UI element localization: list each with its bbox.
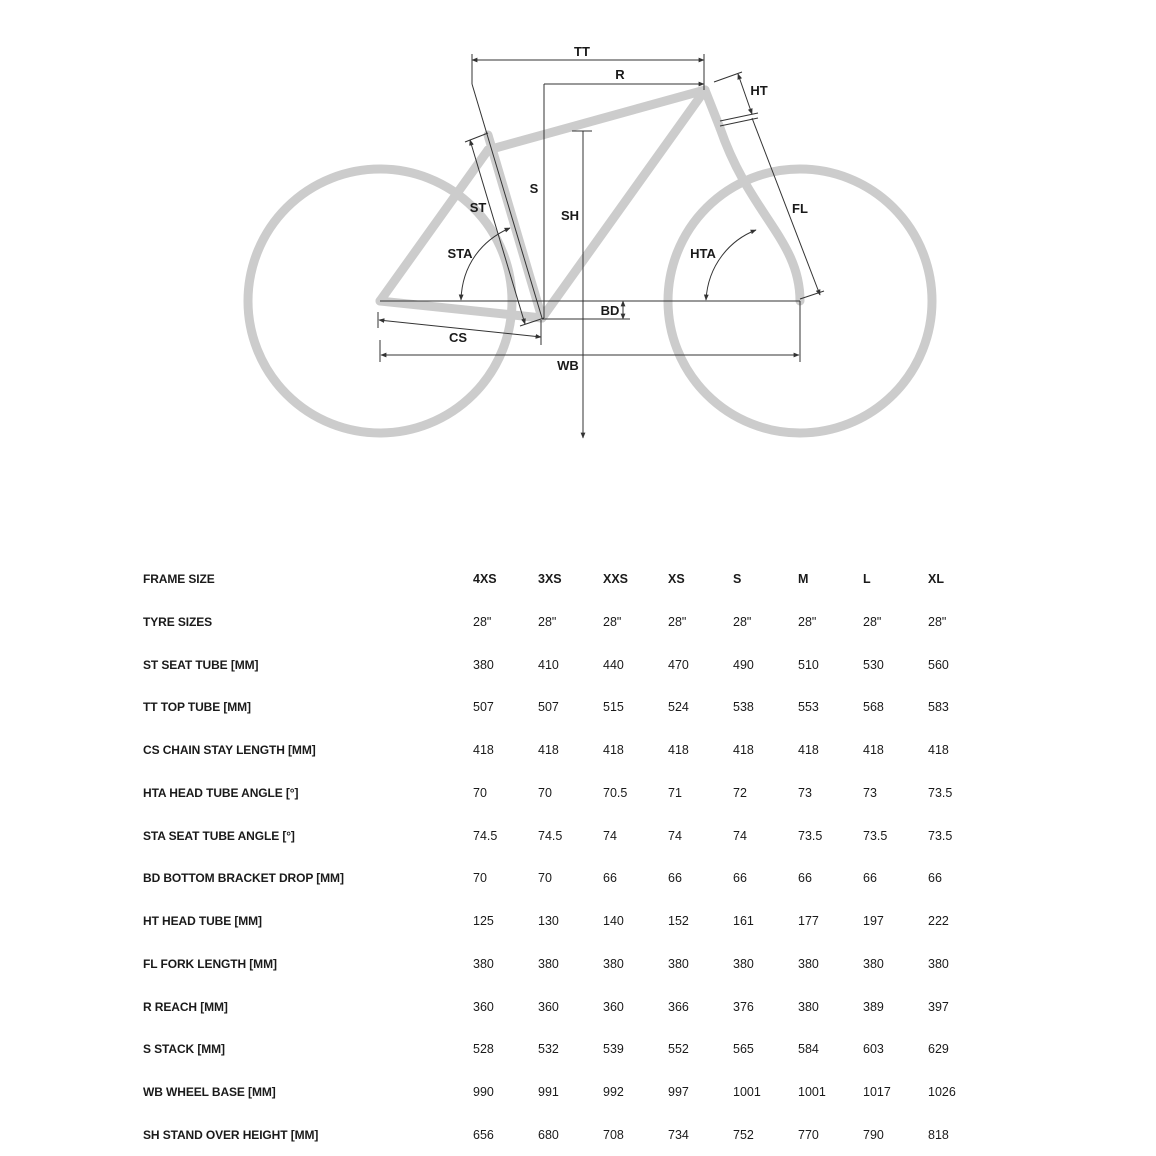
table-cell: 990 [473,1085,494,1099]
row-label: BD BOTTOM BRACKET DROP [MM] [143,871,344,885]
table-row [0,997,1156,1017]
table-row [0,1082,1156,1102]
label-st: ST [469,200,487,215]
table-cell: 28" [603,615,622,629]
table-cell: 418 [733,743,754,757]
table-cell: 528 [473,1042,494,1056]
table-row [0,783,1156,803]
table-cell: 418 [538,743,559,757]
size-header: XXS [603,572,629,586]
label-fl: FL [792,201,808,216]
table-row [0,740,1156,760]
size-header: XS [668,572,685,586]
label-bd: BD [600,303,620,318]
row-label: R REACH [MM] [143,1000,228,1014]
label-ht: HT [750,83,768,98]
row-label: HTA HEAD TUBE ANGLE [°] [143,786,299,800]
table-cell: 376 [733,1000,754,1014]
row-label: WB WHEEL BASE [MM] [143,1085,276,1099]
label-sh: SH [560,208,580,223]
table-cell: 410 [538,658,559,672]
table-cell: 71 [668,786,682,800]
table-cell: 28" [538,615,557,629]
table-cell: 734 [668,1128,689,1142]
row-label: STA SEAT TUBE ANGLE [°] [143,829,295,843]
table-cell: 790 [863,1128,884,1142]
table-cell: 397 [928,1000,949,1014]
table-row [0,868,1156,888]
table-cell: 583 [928,700,949,714]
table-cell: 222 [928,914,949,928]
table-cell: 360 [473,1000,494,1014]
table-cell: 66 [863,871,877,885]
table-row [0,954,1156,974]
table-cell: 74 [733,829,747,843]
bike-frame [380,90,800,318]
table-cell: 507 [538,700,559,714]
table-cell: 680 [538,1128,559,1142]
table-cell: 380 [928,957,949,971]
table-cell: 997 [668,1085,689,1099]
label-hta: HTA [690,246,716,261]
table-cell: 28" [928,615,947,629]
frame-size-label: FRAME SIZE [143,572,215,586]
table-cell: 380 [473,658,494,672]
table-cell: 66 [733,871,747,885]
table-cell: 73 [863,786,877,800]
table-cell: 73.5 [798,829,823,843]
table-cell: 177 [798,914,819,928]
table-cell: 70 [538,871,552,885]
table-cell: 992 [603,1085,624,1099]
table-cell: 552 [668,1042,689,1056]
table-cell: 130 [538,914,559,928]
table-cell: 360 [538,1000,559,1014]
table-cell: 380 [538,957,559,971]
table-cell: 380 [733,957,754,971]
row-label: ST SEAT TUBE [MM] [143,658,259,672]
table-cell: 66 [603,871,617,885]
table-cell: 752 [733,1128,754,1142]
table-cell: 708 [603,1128,624,1142]
table-cell: 1026 [928,1085,956,1099]
table-cell: 66 [798,871,812,885]
row-label: TT TOP TUBE [MM] [143,700,251,714]
table-cell: 603 [863,1042,884,1056]
table-cell: 28" [668,615,687,629]
table-cell: 72 [733,786,747,800]
table-row [0,826,1156,846]
table-cell: 380 [863,957,884,971]
table-cell: 490 [733,658,754,672]
table-cell: 197 [863,914,884,928]
row-label: HT HEAD TUBE [MM] [143,914,262,928]
table-cell: 380 [798,957,819,971]
table-cell: 74 [603,829,617,843]
table-cell: 66 [928,871,942,885]
table-cell: 565 [733,1042,754,1056]
table-cell: 360 [603,1000,624,1014]
table-row [0,612,1156,632]
table-cell: 524 [668,700,689,714]
table-cell: 568 [863,700,884,714]
table-cell: 418 [863,743,884,757]
table-cell: 70.5 [603,786,628,800]
table-cell: 440 [603,658,624,672]
table-cell: 380 [668,957,689,971]
table-cell: 418 [603,743,624,757]
label-sta: STA [447,246,473,261]
row-label: FL FORK LENGTH [MM] [143,957,277,971]
table-cell: 515 [603,700,624,714]
table-cell: 629 [928,1042,949,1056]
table-cell: 73.5 [928,786,953,800]
table-cell: 380 [798,1000,819,1014]
table-cell: 560 [928,658,949,672]
table-cell: 161 [733,914,754,928]
table-cell: 1017 [863,1085,891,1099]
table-row [0,911,1156,931]
bike-geometry-diagram [0,0,1156,470]
table-cell: 125 [473,914,494,928]
table-row [0,655,1156,675]
row-label: SH STAND OVER HEIGHT [MM] [143,1128,319,1142]
size-header: 4XS [473,572,497,586]
table-cell: 507 [473,700,494,714]
table-cell: 1001 [798,1085,826,1099]
table-cell: 418 [928,743,949,757]
label-tt: TT [574,44,590,59]
table-cell: 530 [863,658,884,672]
row-label: S STACK [MM] [143,1042,225,1056]
table-cell: 66 [668,871,682,885]
table-cell: 470 [668,658,689,672]
size-header: XL [928,572,944,586]
table-cell: 584 [798,1042,819,1056]
table-cell: 380 [473,957,494,971]
table-cell: 74 [668,829,682,843]
table-cell: 656 [473,1128,494,1142]
size-header: L [863,572,871,586]
table-cell: 770 [798,1128,819,1142]
table-cell: 418 [668,743,689,757]
table-cell: 28" [863,615,882,629]
table-cell: 532 [538,1042,559,1056]
table-cell: 510 [798,658,819,672]
table-cell: 152 [668,914,689,928]
table-cell: 70 [473,871,487,885]
size-header: 3XS [538,572,562,586]
table-header-row [0,569,1156,589]
label-r: R [615,67,625,82]
table-cell: 73.5 [863,829,888,843]
table-row [0,1039,1156,1059]
table-cell: 539 [603,1042,624,1056]
table-cell: 991 [538,1085,559,1099]
table-cell: 74.5 [473,829,498,843]
table-cell: 418 [473,743,494,757]
table-cell: 380 [603,957,624,971]
table-row [0,697,1156,717]
label-s: S [529,181,539,196]
table-cell: 28" [473,615,492,629]
label-cs: CS [448,330,468,345]
table-cell: 74.5 [538,829,563,843]
row-label: TYRE SIZES [143,615,213,629]
table-cell: 818 [928,1128,949,1142]
table-cell: 140 [603,914,624,928]
table-cell: 28" [798,615,817,629]
table-cell: 366 [668,1000,689,1014]
size-header: S [733,572,742,586]
label-wb: WB [557,358,579,373]
table-row [0,1125,1156,1145]
row-label: CS CHAIN STAY LENGTH [MM] [143,743,316,757]
dimension-lines [378,54,824,438]
table-cell: 70 [538,786,552,800]
table-cell: 553 [798,700,819,714]
table-cell: 73 [798,786,812,800]
size-header: M [798,572,809,586]
table-cell: 389 [863,1000,884,1014]
table-cell: 28" [733,615,752,629]
table-cell: 418 [798,743,819,757]
table-cell: 70 [473,786,487,800]
table-cell: 1001 [733,1085,761,1099]
table-cell: 73.5 [928,829,953,843]
table-cell: 538 [733,700,754,714]
